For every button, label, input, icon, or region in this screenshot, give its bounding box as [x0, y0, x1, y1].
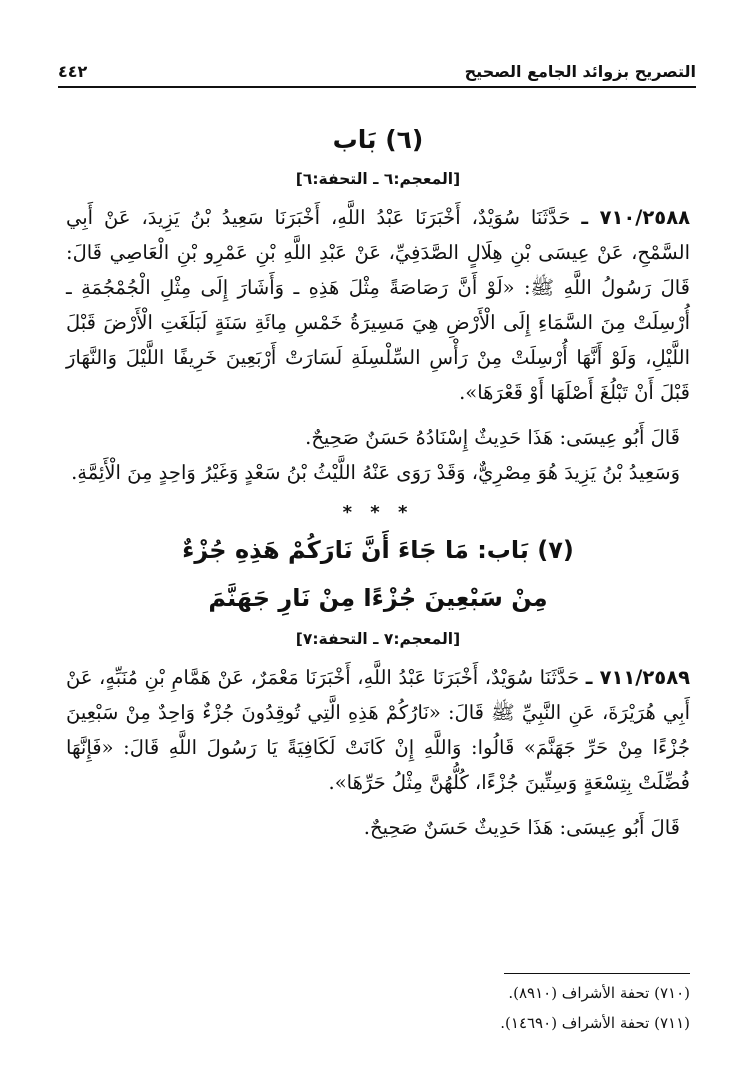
- header-divider: [58, 86, 696, 88]
- commentary-note: وَسَعِيدُ بْنُ يَزِيدَ هُوَ مِصْرِيٌّ، وَقَدْ رَوَى عَنْهُ اللَّيْثُ بْنُ سَعْدٍ وَغَيْرُ وَاحِدٍ مِنَ الْأَئِمَّةِ.: [71, 461, 680, 484]
- page-header: [58, 58, 696, 84]
- footnote: (٧١١) تحفة الأشراف (١٤٦٩٠).: [500, 1014, 690, 1032]
- hadith-text: حَدَّثَنَا سُوَيْدٌ، أَخْبَرَنَا عَبْدُ اللَّهِ، أَخْبَرَنَا مَعْمَرٌ، عَنْ هَمَّامِ بْنِ مُنَبِّهٍ، عَنْ أَبِي هُرَيْرَةَ، عَنِ النَّبِيِّ ﷺ قَالَ: «نَارُكُمْ هَذِهِ الَّتِي تُوقِدُونَ جُزْءٌ وَاحِدٌ مِنْ سَبْعِينَ جُزْءًا مِنْ حَرِّ جَهَنَّمَ» قَالُوا: وَاللَّهِ إِنْ كَانَتْ لَكَافِيَةً يَا رَسُولَ اللَّهِ قَالَ: «فَإِنَّهَا فُضِّلَتْ بِتِسْعَةٍ وَسِتِّينَ جُزْءًا، كُلُّهُنَّ مِثْلُ حَرِّهَا».: [66, 666, 690, 794]
- commentary-note: قَالَ أَبُو عِيسَى: هَذَا حَدِيثٌ إِسْنَادُهُ حَسَنٌ صَحِيحٌ.: [305, 426, 680, 449]
- chapter-reference-6: [المعجم:٦ ـ التحفة:٦]: [295, 170, 461, 188]
- hadith-text: حَدَّثَنَا سُوَيْدٌ، أَخْبَرَنَا عَبْدُ اللَّهِ، أَخْبَرَنَا سَعِيدُ بْنُ يَزِيدَ، عَنْ أَبِي السَّمْحِ، عَنْ عِيسَى بْنِ هِلَالٍ الصَّدَفِيِّ، عَنْ عَبْدِ اللَّهِ بْنِ عَمْرِو بْنِ الْعَاصِي قَالَ: قَالَ رَسُولُ اللَّهِ ﷺ: «لَوْ أَنَّ رَصَاصَةً مِثْلَ هَذِهِ ـ وَأَشَارَ إِلَى مِثْلِ الْجُمْجُمَةِ ـ أُرْسِلَتْ مِنَ السَّمَاءِ إِلَى الْأَرْضِ هِيَ مَسِيرَةُ خَمْسِ مِائَةِ سَنَةٍ لَبَلَغَتِ الْأَرْضَ قَبْلَ اللَّيْلِ، وَلَوْ أَنَّهَا أُرْسِلَتْ مِنْ رَأْسِ السِّلْسِلَةِ لَسَارَتْ أَرْبَعِينَ خَرِيفًا اللَّيْلَ وَالنَّهَارَ قَبْلَ أَنْ تَبْلُغَ أَصْلَهَا أَوْ قَعْرَهَا».: [66, 206, 690, 404]
- page-body: [66, 112, 690, 845]
- section-separator: * * *: [342, 502, 414, 523]
- chapter-title-7-line1: (٧) بَاب: مَا جَاءَ أَنَّ نَارَكُمْ هَذِهِ جُزْءٌ: [182, 536, 574, 564]
- running-title: التصريح بزوائد الجامع الصحيح: [464, 61, 696, 81]
- footnotes: [300, 978, 690, 1038]
- footnote: (٧١٠) تحفة الأشراف (٨٩١٠).: [508, 984, 690, 1002]
- commentary-note: قَالَ أَبُو عِيسَى: هَذَا حَدِيثٌ حَسَنٌ صَحِيحٌ.: [363, 816, 680, 839]
- hadith-number: ٧١٠/٢٥٨٨ ـ: [581, 206, 690, 229]
- chapter-title-7-line2: مِنْ سَبْعِينَ جُزْءًا مِنْ نَارِ جَهَنَّمَ: [208, 584, 548, 612]
- page-number: ٤٤٢: [58, 61, 88, 81]
- hadith-711: [66, 660, 690, 800]
- hadith-number: ٧١١/٢٥٨٩ ـ: [585, 666, 690, 689]
- hadith-710: [66, 200, 690, 410]
- chapter-reference-7: [المعجم:٧ ـ التحفة:٧]: [295, 630, 461, 648]
- footnote-divider: [504, 973, 690, 974]
- chapter-title-6: (٦) بَاب: [332, 125, 424, 154]
